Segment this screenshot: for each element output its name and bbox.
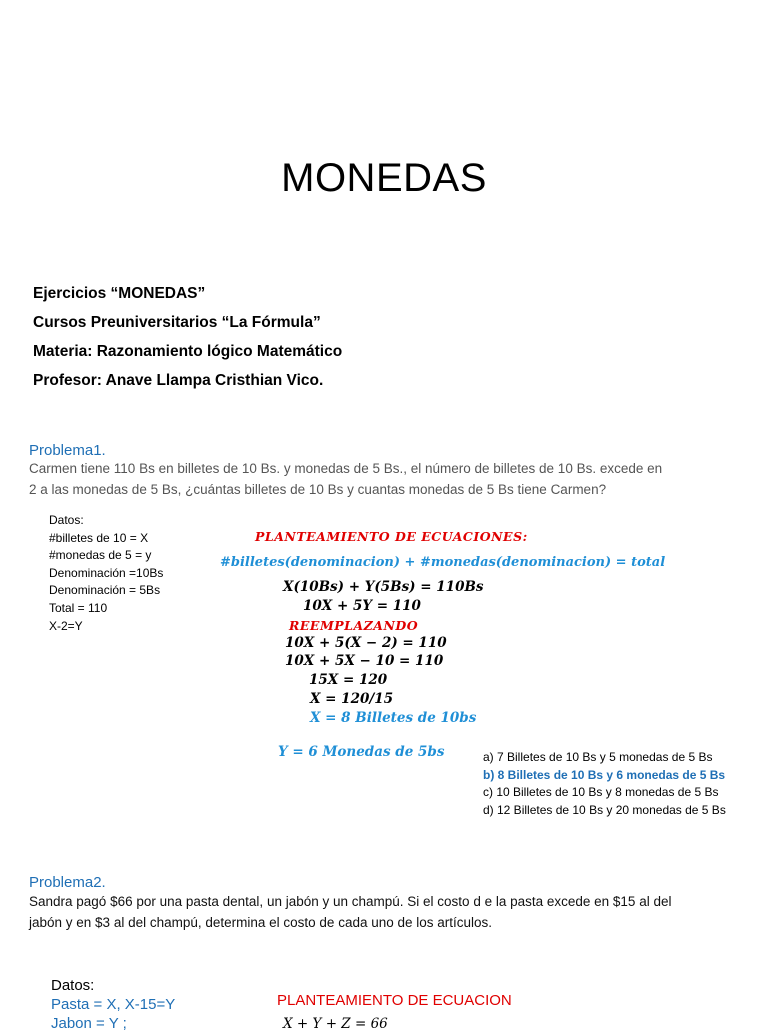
problem1-text-line2: 2 a las monedas de 5 Bs, ¿cuántas billetes de 10 Bs y cuantas monedas de 5 Bs tiene Carmen? [29, 482, 607, 497]
datos2-line2: Jabon = Y ; [51, 1015, 127, 1032]
datos-line: Total = 110 [49, 600, 108, 615]
equation-2: 10X + 5Y = 110 [303, 598, 421, 614]
option-c: c) 10 Billetes de 10 Bs y 8 monedas de 5 Bs [483, 785, 719, 799]
option-a: a) 7 Billetes de 10 Bs y 5 monedas de 5 Bs [483, 750, 713, 764]
datos-line: Denominación = 5Bs [49, 583, 161, 598]
problem2-text-line1: Sandra pagó $66 por una pasta dental, un jabón y un champú. Si el costo d e la pasta excede en $15 al del [29, 894, 672, 909]
problem1-datos [49, 512, 249, 635]
answer-options [483, 749, 743, 819]
datos-line: Denominación =10Bs [49, 565, 164, 580]
problem2-title: Problema2. [29, 874, 106, 891]
meta-exercises: Ejercicios “MONEDAS” [33, 285, 206, 302]
equation-3: 10X + 5(X − 2) = 110 [285, 635, 447, 651]
problem2-equation-1: X + Y + Z = 66 [283, 1016, 388, 1032]
problem1-text-line1: Carmen tiene 110 Bs en billetes de 10 Bs. y monedas de 5 Bs., el número de billetes de 10 Bs. excede en [29, 461, 663, 476]
page-title: MONEDAS [281, 156, 487, 200]
reemplazando-heading: REEMPLAZANDO [289, 618, 419, 633]
result-y: Y = 6 Monedas de 5bs [278, 744, 445, 760]
meta-teacher: Profesor: Anave Llampa Cristhian Vico. [33, 372, 324, 389]
option-d: d) 12 Billetes de 10 Bs y 20 monedas de 5 Bs [483, 802, 726, 817]
problem2-planteamiento-heading: PLANTEAMIENTO DE ECUACION [277, 992, 512, 1009]
equation-1: X(10Bs) + Y(5Bs) = 110Bs [283, 579, 484, 595]
general-formula: #billetes(denominacion) + #monedas(denominacion) = total [220, 555, 666, 570]
problem2-datos [51, 976, 175, 1033]
datos-line: Datos: [49, 513, 84, 527]
equation-4: 10X + 5X − 10 = 110 [285, 653, 444, 669]
datos-line: #billetes de 10 = X [49, 530, 149, 545]
meta-subject: Materia: Razonamiento lógico Matemático [33, 343, 343, 360]
meta-course: Cursos Preuniversitarios “La Fórmula” [33, 314, 321, 331]
problem1-title: Problema1. [29, 442, 106, 459]
equation-5: 15X = 120 [309, 672, 388, 688]
planteamiento-heading: PLANTEAMIENTO DE ECUACIONES: [255, 529, 528, 544]
datos2-line1: Pasta = X, X-15=Y [51, 996, 176, 1013]
option-b-selected: b) 8 Billetes de 10 Bs y 6 monedas de 5 Bs [483, 767, 726, 782]
datos-line: X-2=Y [49, 618, 83, 633]
equation-6: X = 120/15 [310, 691, 394, 707]
datos2-label: Datos: [51, 977, 95, 994]
result-x: X = 8 Billetes de 10bs [310, 710, 477, 726]
problem2-text-line2: jabón y en $3 al del champú, determina el costo de cada uno de los artículos. [29, 915, 493, 930]
datos-line: #monedas de 5 = y [49, 548, 152, 563]
